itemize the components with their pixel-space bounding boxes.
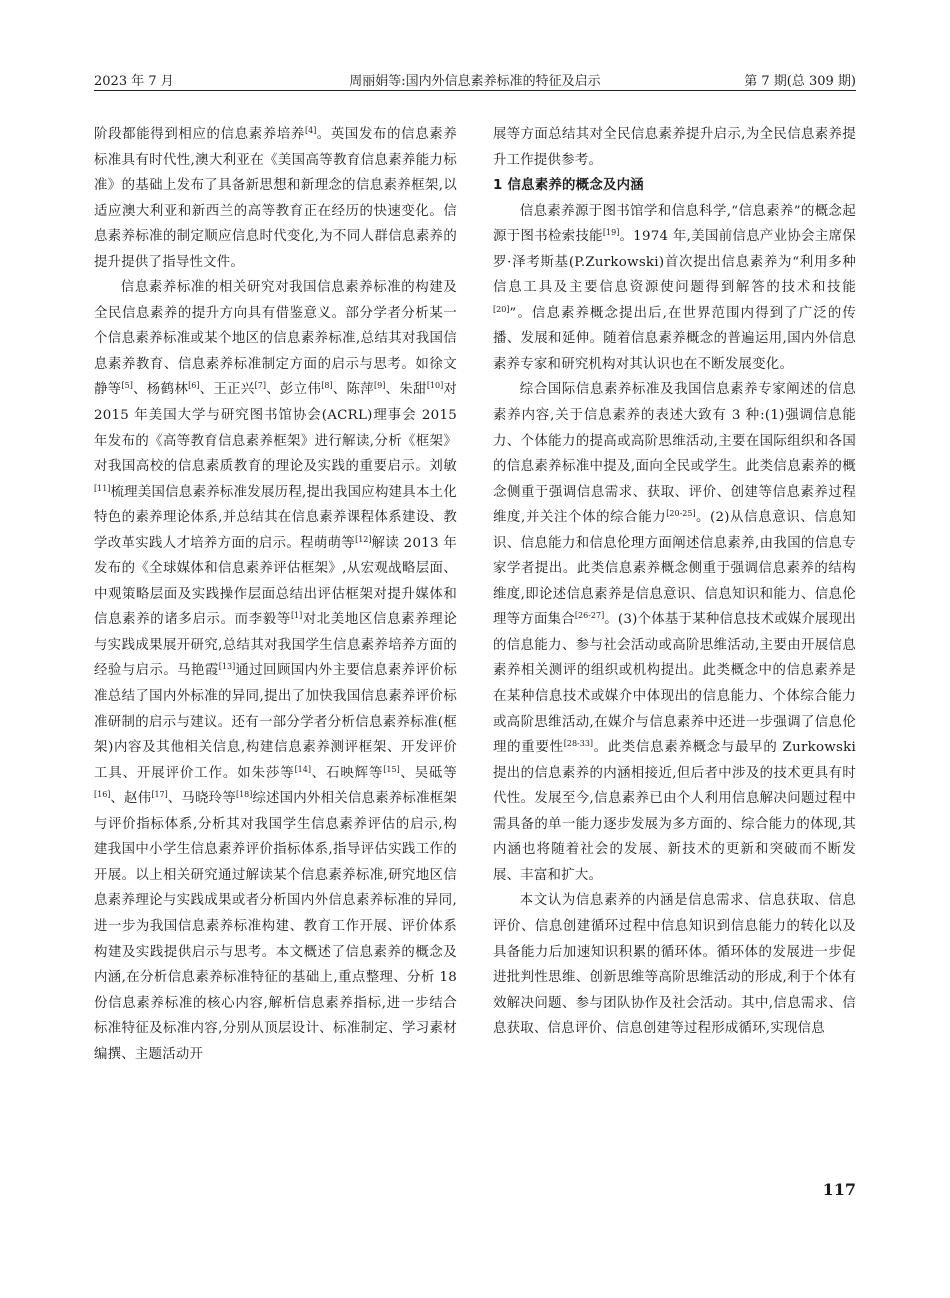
citation: [12]: [355, 534, 372, 544]
citation: [11]: [94, 483, 111, 493]
citation: [15]: [383, 764, 400, 774]
citation: [14]: [294, 764, 311, 774]
citation: [28-33]: [563, 739, 594, 749]
citation: [18]: [235, 790, 253, 800]
header-title: 周丽娟等:国内外信息素养标准的特征及启示: [349, 74, 601, 89]
paragraph: 综合国际信息素养标准及我国信息素养专家阐述的信息素养内容,关于信息素养的表述大致有 3 种:(1)强调信息能力、个体能力的提高或高阶思维活动,主要在国际组织和各国的信息素养标准中提及,面向全民或学生。此类信息素养的概念侧重于强调信息需求、获取、评价、创建等信息素养过程维度,并关注个体的综合能力[20-25]。(2)从信息意识、信息知识、信息能力和信息伦理方面阐述信息素养,由我国的信息专家学者提出。此类信息素养概念侧重于强调信息素养的结构维度,即论述信息素养是信息意识、信息知识和能力、信息伦理等方面集合[26-27]。(3)个体基于某种信息技术或媒介展现出的信息能力、参与社会活动或高阶思维活动,主要由开展信息素养相关测评的组织或机构提出。此类概念中的信息素养是在某种信息技术或媒介中体现出的信息能力、个体综合能力或高阶思维活动,在媒介与信息素养中还进一步强调了信息伦理的重要性[28-33]。此类信息素养概念与最早的 Zurkowski 提出的信息素养的内涵相接近,但后者中涉及的技术更具有时代性。发展至今,信息素养已由个人利用信息解决问题过程中需具备的单一能力逐步发展为多方面的、综合能力的体现,其内涵也将随着社会的发展、新技术的更新和突破而不断发展、丰富和扩大。: [493, 382, 857, 883]
citation: [19]: [602, 228, 620, 238]
citation: [26-27]: [574, 611, 605, 621]
paragraph: 本文认为信息素养的内涵是信息需求、信息获取、信息评价、信息创建循环过程中信息知识到信息能力的转化以及具备能力后加速知识积累的循环体。循环体的发展进一步促进批判性思维、创新思维等高阶思维活动的形成,利于个体有效解决问题、参与团队协作及社会活动。其中,信息需求、信息获取、信息评价、信息创建等过程形成循环,实现信息: [493, 893, 856, 1037]
page-number: 117: [822, 1180, 856, 1199]
citation: [16]: [94, 790, 111, 800]
right-column: [493, 122, 856, 1042]
citation: [13]: [218, 662, 236, 672]
paragraph: 信息素养标准的相关研究对我国信息素养标准的构建及全民信息素养的提升方向具有借鉴意义。部分学者分析某一个信息素养标准或某个地区的信息素养标准,总结其对我国信息素养教育、信息素养标准制定方面的启示与思考。如徐文静等[5]、杨鹤林[6]、王正兴[7]、彭立伟[8]、陈萍[9]、朱甜[10]对 2015 年美国大学与研究图书馆协会(ACRL)理事会 2015 年发布的《高等教育信息素养框架》进行解读,分析《框架》对我国高校的信息素质教育的理论及实践的重要启示。刘敏[11]梳理美国信息素养标准发展历程,提出我国应构建具本土化特色的素养理论体系,并总结其在信息素养课程体系建设、教学改革实践人才培养方面的启示。程萌萌等[12]解读 2013 年发布的《全球媒体和信息素养评估框架》,从宏观战略层面、中观策略层面及实践操作层面总结出评估框架对提升媒体和信息素养的诸多启示。而李毅等[1]对北美地区信息素养理论与实践成果展开研究,总结其对我国学生信息素养培养方面的经验与启示。马艳霞[13]通过回顾国内外主要信息素养评价标准总结了国内外标准的异同,提出了加快我国信息素养评价标准研制的启示与建议。还有一部分学者分析信息素养标准(框架)内容及其他相关信息,构建信息素养测评框架、开发评价工具、开展评价工作。如朱莎等[14]、石映辉等[15]、吴砥等[16]、赵伟[17]、马晓玲等[18]综述国内外相关信息素养标准框架与评价指标体系,分析其对我国学生信息素养评估的启示,构建我国中小学生信息素养评价指标体系,指导评估实践工作的开展。以上相关研究通过解读某个信息素养标准,研究地区信息素养理论与实践成果或者分析国内外信息素养标准的异同,进一步为我国信息素养标准构建、教育工作开展、评价体系构建及实践提供启示与思考。本文概述了信息素养的概念及内涵,在分析信息素养标准特征的基础上,重点整理、分析 18 份信息素养标准的核心内容,解析信息素养指标,进一步结合标准特征及标准内容,分别从顶层设计、标准制定、学习素材编撰、主题活动开: [94, 280, 458, 1062]
citation: [4]: [305, 126, 317, 135]
citation: [6]: [188, 381, 200, 391]
citation: [7]: [254, 381, 267, 391]
citation: [17]: [151, 790, 168, 800]
running-header: [94, 60, 856, 91]
section-heading: 1 信息素养的概念及内涵: [493, 178, 644, 194]
citation: [10]: [426, 381, 444, 391]
header-issue: 第 7 期(总 309 期): [744, 74, 856, 89]
citation: [1]: [290, 611, 303, 621]
paragraph: 展等方面总结其对全民信息素养提升启示,为全民信息素养提升工作提供参考。: [493, 127, 856, 168]
paragraph: 阶段都能得到相应的信息素养培养[4]。英国发布的信息素养标准具有时代性,澳大利亚在《美国高等教育信息素养能力标准》的基础上发布了具备新思想和新理念的信息素养框架,以适应澳大利亚和新西兰的高等教育正在经历的快速变化。信息素养标准的制定顺应信息时代变化,为不同人群信息素养的提升提供了指导性文件。: [94, 126, 458, 270]
citation: [8]: [321, 381, 333, 391]
left-column: [94, 122, 457, 1067]
header-date: 2023 年 7 月: [94, 74, 174, 89]
citation: [9]: [374, 381, 386, 391]
paragraph: 信息素养源于图书馆学和信息科学,“信息素养”的概念起源于图书检索技能[19]。1974 年,美国前信息产业协会主席保罗·泽考斯基(P.Zurkowski)首次提出信息素养为“利用多种信息工具及主要信息资源使问题得到解答的技术和技能[20]”。信息素养概念提出后,在世界范围内得到了广泛的传播、发展和延伸。随着信息素养概念的普遍运用,国内外信息素养专家和研究机构对其认识也在不断发展变化。: [493, 203, 856, 372]
citation: [5]: [121, 381, 133, 391]
citation: [20]: [493, 304, 510, 314]
citation: [20-25]: [666, 509, 696, 519]
